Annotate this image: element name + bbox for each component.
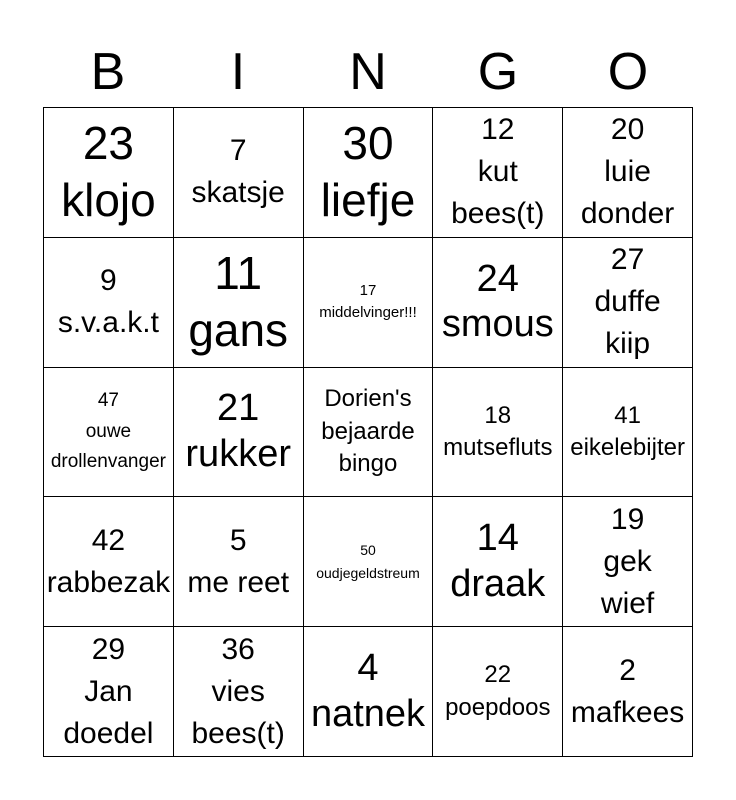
bingo-cell[interactable] — [433, 368, 563, 498]
cell-text: 4 natnek — [310, 647, 426, 735]
bingo-cell[interactable] — [563, 497, 693, 627]
bingo-cell[interactable] — [563, 108, 693, 238]
cell-text: 22 poepdoos — [445, 661, 551, 721]
cell-text: 29 Jan doedel — [63, 632, 154, 750]
cell-text: 2 mafkees — [570, 653, 685, 729]
cell-text: 20 luie donder — [580, 113, 675, 231]
bingo-cell[interactable] — [433, 238, 563, 368]
cell-text: 23 klojo — [61, 116, 156, 227]
bingo-cell[interactable] — [174, 627, 304, 757]
cell-text: 18 mutsefluts — [443, 401, 553, 461]
bingo-cell[interactable] — [44, 108, 174, 238]
cell-text: 7 skatsje — [191, 134, 285, 210]
cell-text: 11 gans — [188, 246, 289, 357]
cell-text: 12 kut bees(t) — [451, 113, 545, 231]
bingo-cell[interactable] — [174, 368, 304, 498]
bingo-cell[interactable] — [563, 238, 693, 368]
bingo-cell[interactable] — [563, 368, 693, 498]
cell-text: 30 liefje — [320, 116, 416, 227]
bingo-cell[interactable] — [174, 238, 304, 368]
bingo-cell[interactable] — [433, 497, 563, 627]
cell-text: 41 eikelebijter — [570, 401, 685, 461]
bingo-cell[interactable] — [304, 108, 434, 238]
bingo-cell[interactable] — [304, 238, 434, 368]
bingo-cell[interactable] — [563, 627, 693, 757]
cell-text: 17 middelvinger!!! — [319, 281, 417, 322]
cell-text: Dorien's bejaarde bingo — [321, 385, 415, 478]
header-letter-o: O — [607, 43, 649, 101]
cell-text: 42 rabbezak — [46, 523, 171, 599]
header-letter-g: G — [477, 43, 519, 101]
header-letter-i: I — [230, 43, 246, 101]
header-letter-n: N — [349, 43, 387, 101]
bingo-header — [43, 42, 693, 102]
bingo-cell[interactable] — [44, 238, 174, 368]
header-letter-b: B — [90, 43, 126, 101]
cell-text: 47 ouwe drollenvanger — [50, 390, 166, 473]
bingo-cell[interactable] — [44, 497, 174, 627]
bingo-cell[interactable] — [304, 368, 434, 498]
bingo-cell[interactable] — [44, 627, 174, 757]
bingo-cell[interactable] — [174, 497, 304, 627]
cell-text: 36 vies bees(t) — [191, 632, 285, 750]
cell-text: 27 duffe kiip — [594, 243, 661, 361]
bingo-cell[interactable] — [433, 108, 563, 238]
bingo-cell[interactable] — [174, 108, 304, 238]
cell-text: 9 s.v.a.k.t — [57, 264, 159, 340]
cell-text: 24 smous — [441, 257, 554, 346]
cell-text: 14 draak — [450, 517, 546, 605]
bingo-card-grid — [43, 107, 693, 757]
bingo-cell[interactable] — [433, 627, 563, 757]
cell-text: 19 gek wief — [600, 502, 655, 620]
cell-text: 5 me reet — [187, 523, 290, 599]
cell-text: 50 oudjegeldstreum — [316, 542, 420, 581]
bingo-cell[interactable] — [44, 368, 174, 498]
bingo-cell[interactable] — [304, 627, 434, 757]
cell-text: 21 rukker — [185, 387, 291, 475]
bingo-cell[interactable] — [304, 497, 434, 627]
